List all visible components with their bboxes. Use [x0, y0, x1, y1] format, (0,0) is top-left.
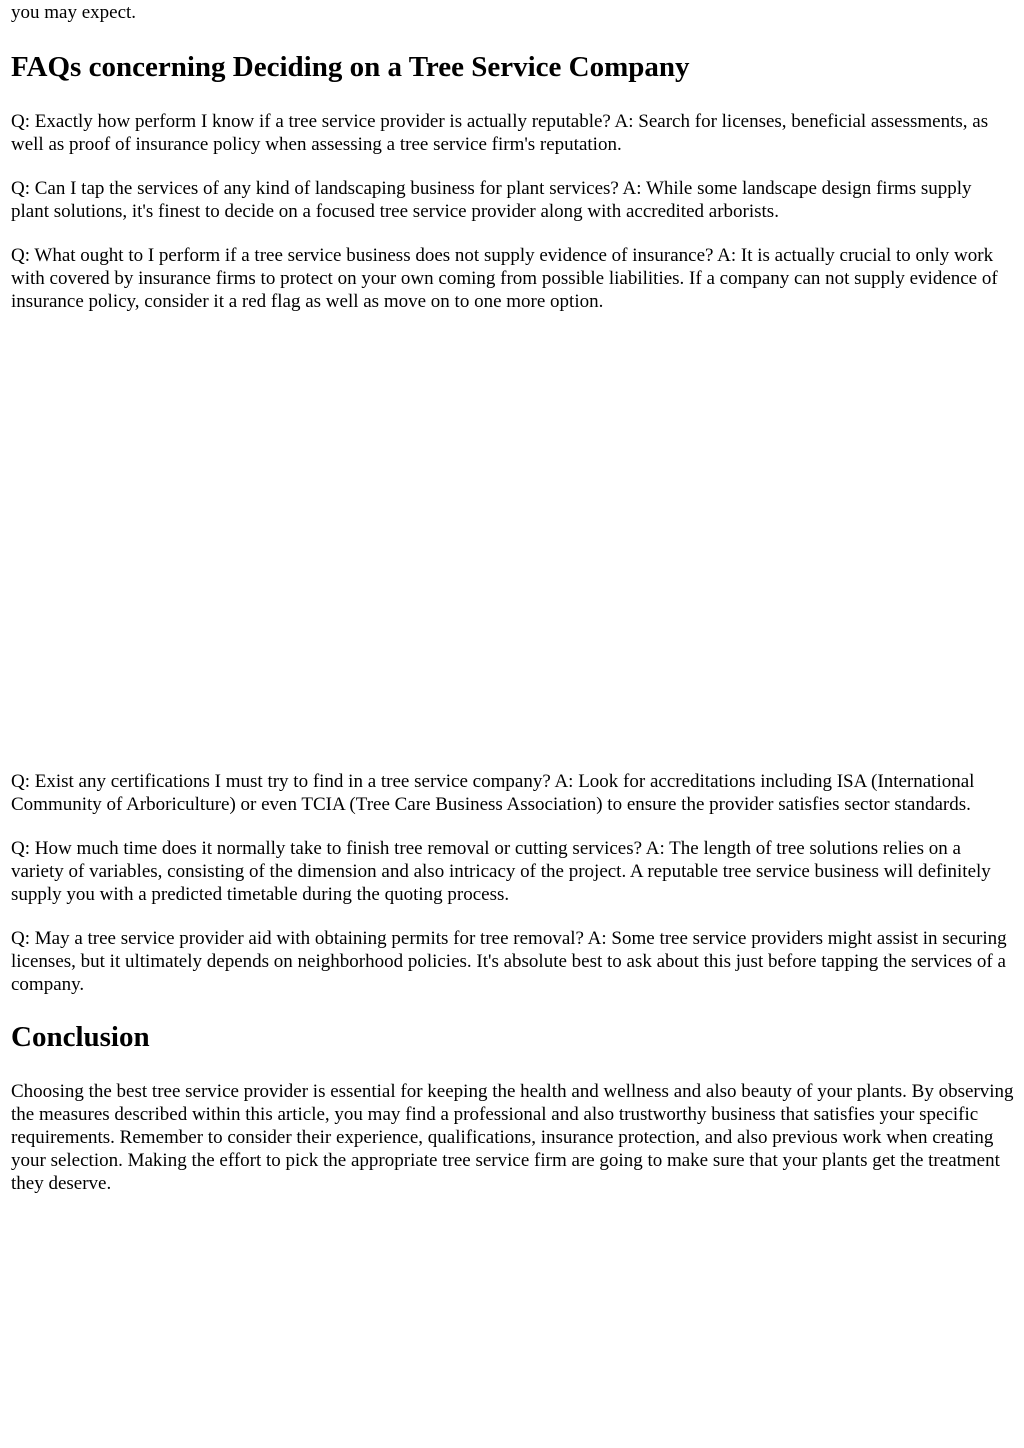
faq-item-landscaping: Q: Can I tap the services of any kind of landscaping business for plant services? A: While some landscape design firms supply plant solutions, it's finest to decide on a focused tree service provider along with accredited arborists. [11, 178, 972, 222]
faq-item-certifications: Q: Exist any certifications I must try to find in a tree service company? A: Look for accreditations including ISA (International Community of Arboriculture) or even TCIA (Tree Care Business Association) to ensure the provider satisfies sector standards. [11, 771, 975, 815]
faq-section-heading: FAQs concerning Deciding on a Tree Service Company [11, 51, 690, 83]
intro-tail-text: you may expect. [11, 2, 137, 23]
faq-item-reputable: Q: Exactly how perform I know if a tree service provider is actually reputable? A: Search for licenses, beneficial assessments, as well as proof of insurance policy when assessing a tree service firm's reputation. [11, 111, 989, 155]
faq-item-duration: Q: How much time does it normally take to finish tree removal or cutting services? A: The length of tree solutions relies on a variety of variables, consisting of the dimension and also intricacy of the project. A reputable tree service business will definitely supply you with a predicted timetable during the quoting process. [11, 838, 991, 905]
article-page [11, 0, 1014, 1195]
blank-space [11, 313, 1014, 749]
faq-item-permits: Q: May a tree service provider aid with obtaining permits for tree removal? A: Some tree service providers might assist in securing licenses, but it ultimately depends on neighborhood policies. It's absolute best to ask about this just before tapping the services of a company. [11, 928, 1007, 995]
conclusion-heading: Conclusion [11, 1021, 150, 1053]
faq-item-insurance: Q: What ought to I perform if a tree service business does not supply evidence of insurance? A: It is actually crucial to only work with covered by insurance firms to protect on your own coming from possible liabilities. If a company can not supply evidence of insurance policy, consider it a red flag as well as move on to one more option. [11, 245, 998, 312]
conclusion-paragraph: Choosing the best tree service provider is essential for keeping the health and wellness and also beauty of your plants. By observing the measures described within this article, you may find a professional and also trustworthy business that satisfies your specific requirements. Remember to consider their experience, qualifications, insurance protection, and also previous work when creating your selection. Making the effort to pick the appropriate tree service firm are going to make sure that your plants get the treatment they deserve. [11, 1081, 1014, 1194]
